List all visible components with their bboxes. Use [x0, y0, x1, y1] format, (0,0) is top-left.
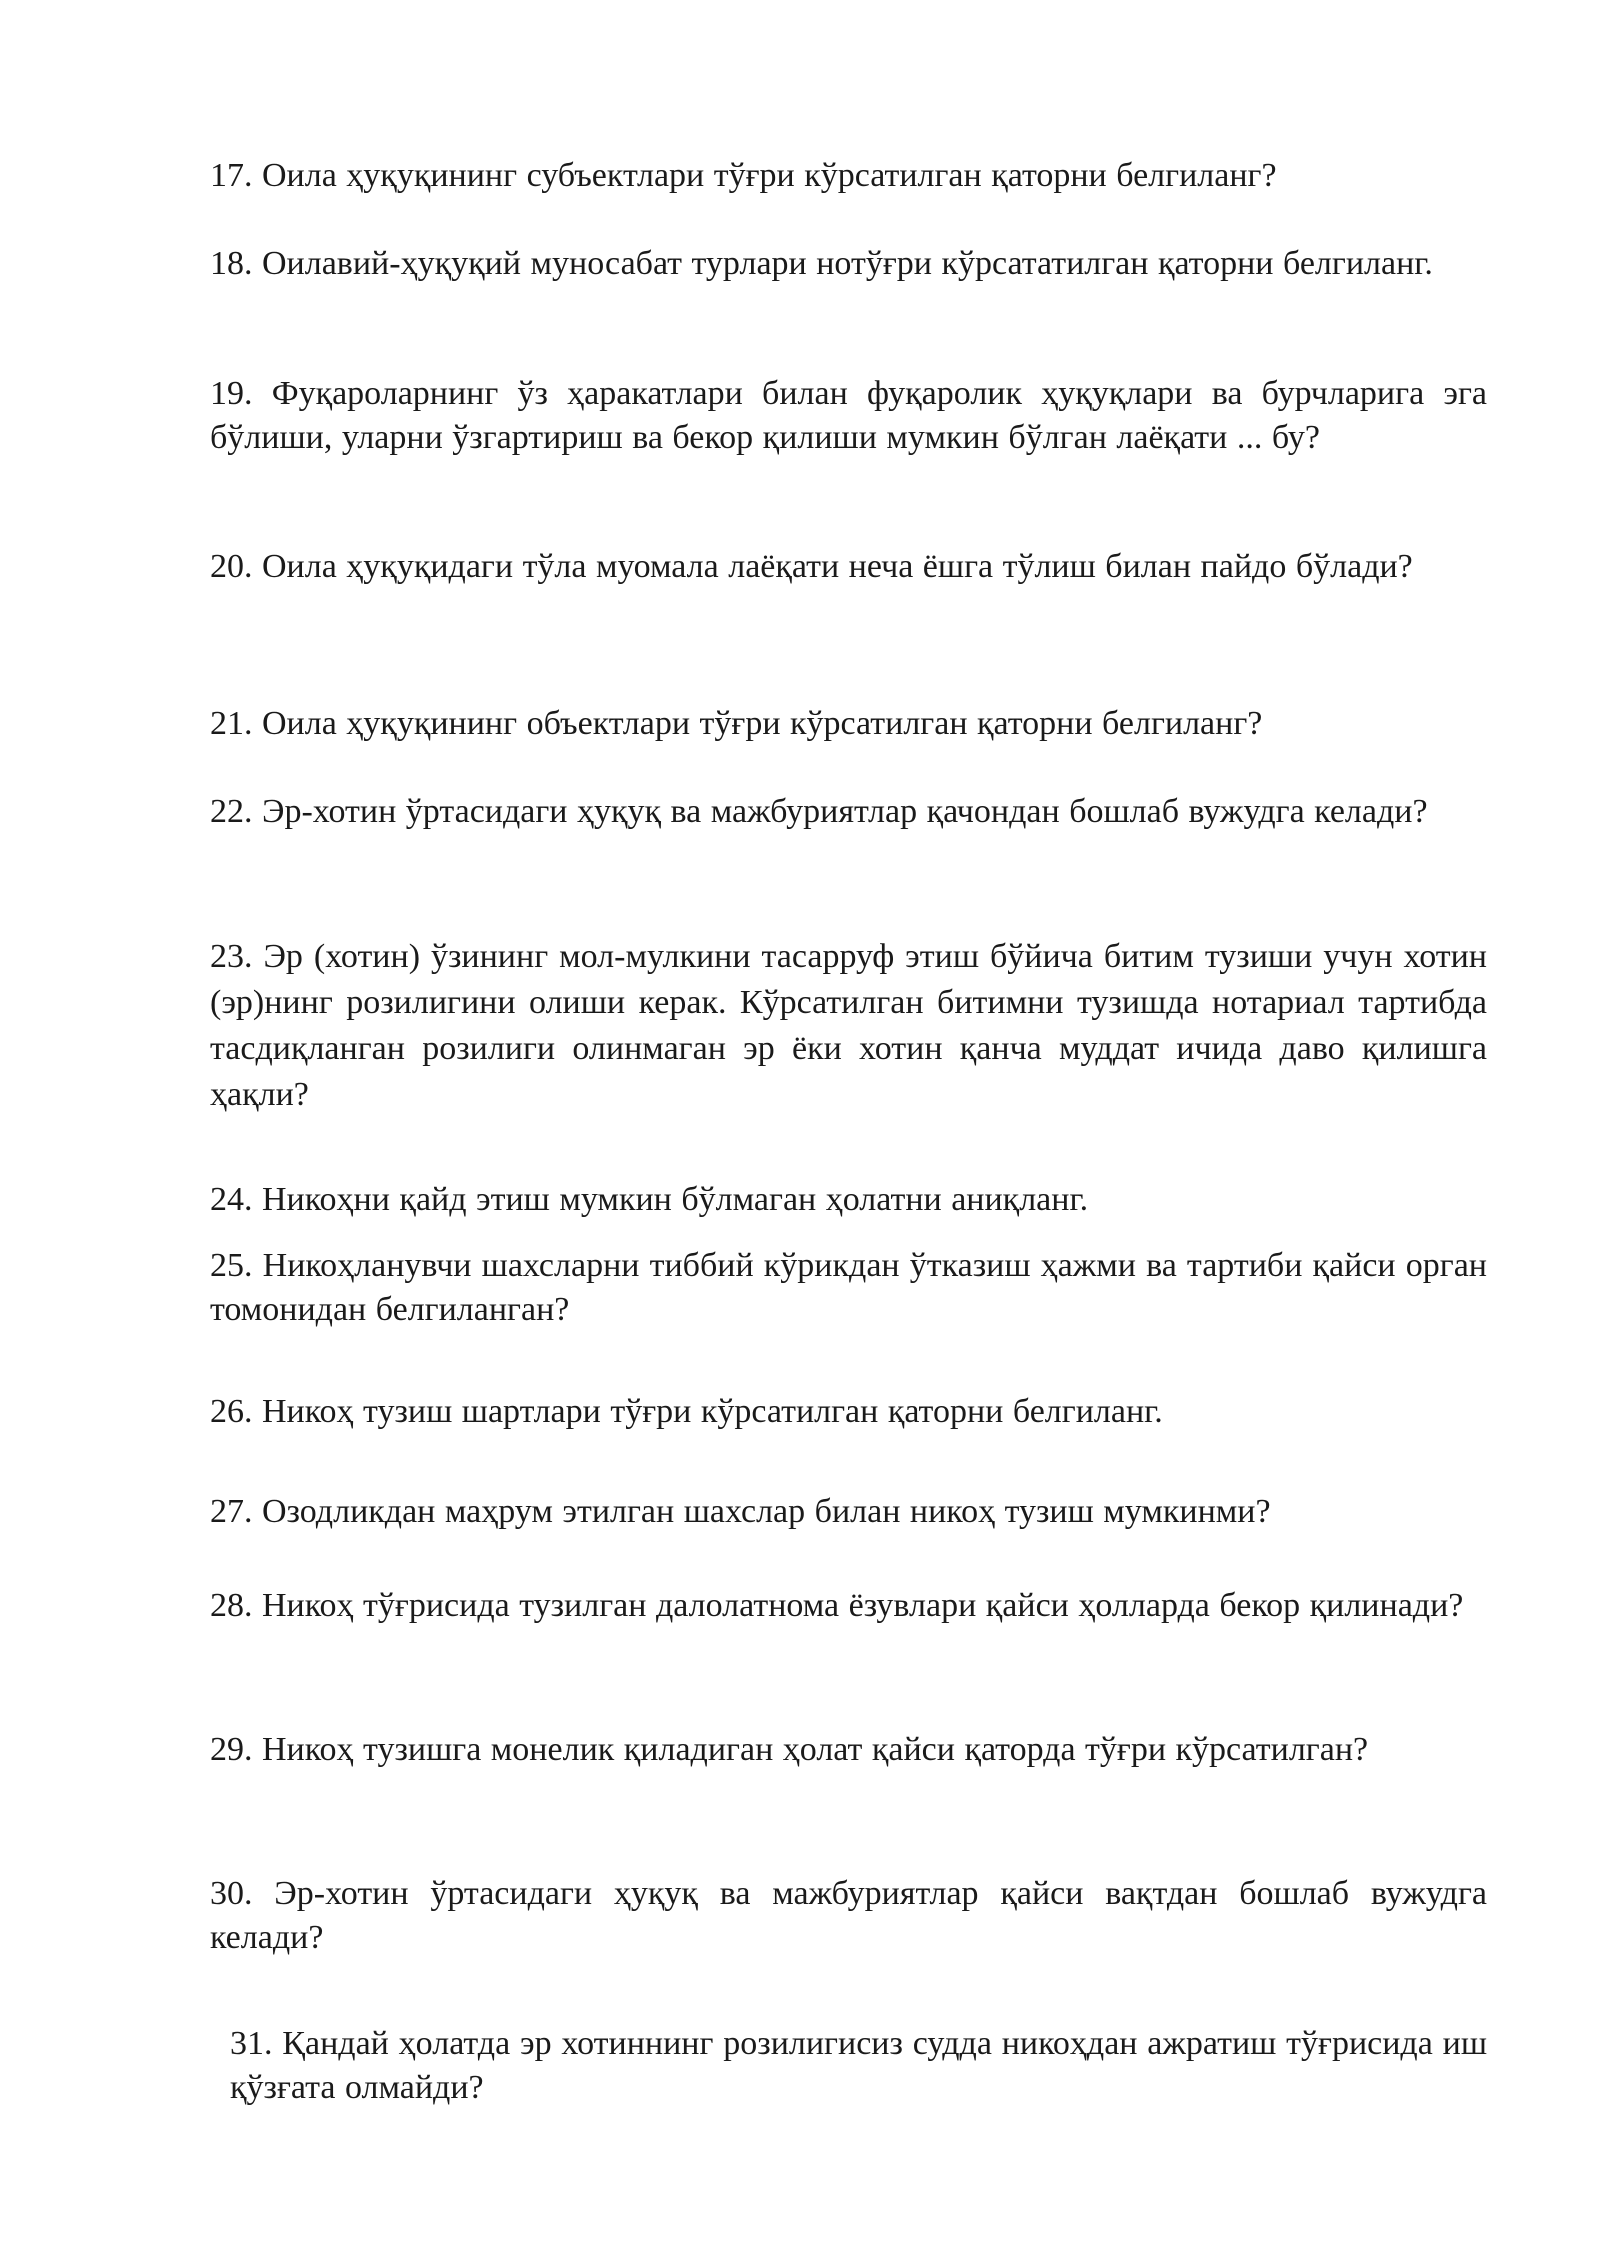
question-24: 24. Никоҳни қайд этиш мумкин бўлмаган ҳолатни аниқланг.	[210, 1181, 1089, 1218]
question-30: 30. Эр-хотин ўртасидаги ҳуқуқ ва мажбуриятлар қайси вақтдан бошлаб вужудга келади?	[210, 1875, 1487, 1956]
question-17: 17. Оила ҳуқуқининг субъектлари тўғри кўрсатилган қаторни белгиланг?	[210, 157, 1277, 194]
question-23: 23. Эр (хотин) ўзининг мол-мулкини тасарруф этиш бўйича битим тузиши учун хотин (эр)нинг розилигини олиши керак. Кўрсатилган битимни тузишда нотариал тартибда тасдиқланган розилиги олинмаган эр ёки хотин қанча муддат ичида даво қилишга ҳақли?	[210, 938, 1487, 1113]
question-22: 22. Эр-хотин ўртасидаги ҳуқуқ ва мажбуриятлар қачондан бошлаб вужудга келади?	[210, 793, 1428, 830]
question-26: 26. Никоҳ тузиш шартлари тўғри кўрсатилган қаторни белгиланг.	[210, 1393, 1163, 1430]
question-27: 27. Озодликдан маҳрум этилган шахслар билан никоҳ тузиш мумкинми?	[210, 1493, 1271, 1530]
question-31: 31. Қандай ҳолатда эр хотиннинг розилигисиз судда никоҳдан ажратиш тўғрисида иш қўзғата олмайди?	[230, 2025, 1487, 2106]
question-20: 20. Оила ҳуқуқидаги тўла муомала лаёқати неча ёшга тўлиш билан пайдо бўлади?	[210, 548, 1413, 585]
question-18: 18. Оилавий-ҳуқуқий муносабат турлари нотўғри кўрсататилган қаторни белгиланг.	[210, 245, 1433, 282]
question-21: 21. Оила ҳуқуқининг объектлари тўғри кўрсатилган қаторни белгиланг?	[210, 705, 1263, 742]
question-25: 25. Никоҳланувчи шахсларни тиббий кўрикдан ўтказиш ҳажми ва тартиби қайси орган томонидан белгиланган?	[210, 1247, 1487, 1328]
question-29: 29. Никоҳ тузишга монелик қиладиган ҳолат қайси қаторда тўғри кўрсатилган?	[210, 1731, 1369, 1768]
question-28: 28. Никоҳ тўғрисида тузилган далолатнома ёзувлари қайси ҳолларда бекор қилинади?	[210, 1587, 1464, 1624]
question-19: 19. Фуқароларнинг ўз ҳаракатлари билан фуқаролик ҳуқуқлари ва бурчларига эга бўлиши, уларни ўзгартириш ва бекор қилиши мумкин бўлган лаёқати ... бу?	[210, 375, 1487, 456]
